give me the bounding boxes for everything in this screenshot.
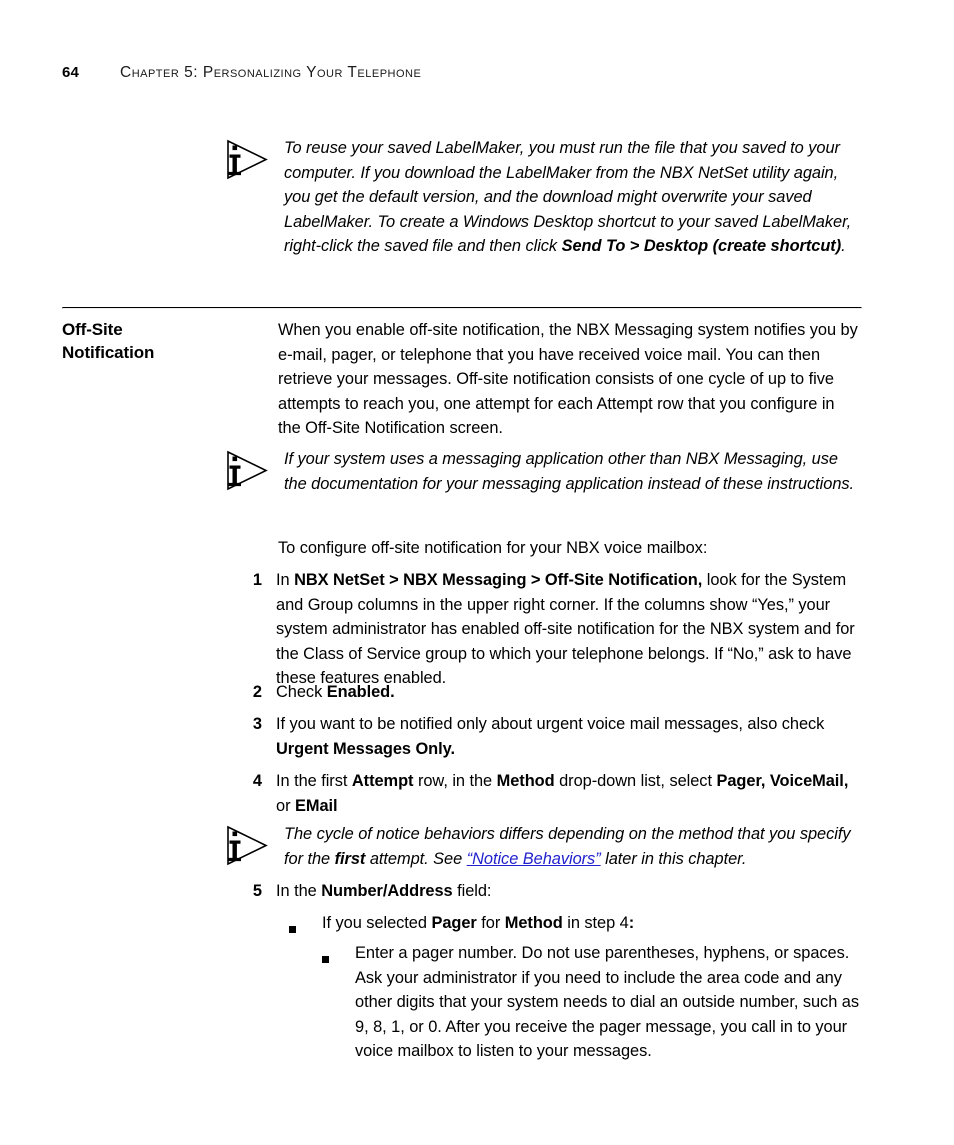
bullet-level2-text: Enter a pager number. Do not use parentheses, hyphens, or spaces. Ask your administrator if you need to include the area code and any other digits that your system needs to dial an outside number, such as 9, 8, 1, or 0. After you receive the pager message, you call in to your voice mailbox to listen to your messages. (355, 944, 859, 1061)
note-info-triangle-icon (223, 449, 269, 493)
step-item (240, 568, 858, 691)
step-text-part3: drop-down list, select (554, 772, 717, 790)
note-labelmaker-text-part2: . (841, 237, 846, 256)
step-text-part1: In (276, 571, 295, 589)
note-notice-text-part2: attempt. See (365, 849, 467, 868)
step-number: 1 (252, 571, 262, 589)
procedure-lead-in: To configure off-site notification for your NBX voice mailbox: (278, 539, 708, 557)
step-number: 4 (252, 772, 262, 790)
step-text-part1: In the first (276, 772, 352, 790)
bullet-item-level1 (289, 911, 634, 938)
step-text-part2: look for the System and Group columns in the upper right corner. If the columns show “Yes,” your system administrator has enabled off-site notification for the NBX system and for the Class of Service group to which your telephone belongs. If “No,” ask to have these features enabled. (276, 571, 855, 688)
step-text-part1: Check (276, 683, 327, 701)
lead-in-column (278, 536, 860, 561)
step-text-part2: row, in the (413, 772, 497, 790)
section-intro-paragraph: When you enable off-site notification, the NBX Messaging system notifies you by e-mail, pager, or telephone that you have received voice mail. You can then retrieve your messages. Off-site notification consists of one cycle of up to five attempts to reach you, one attempt for each Attempt row that you configure in the Off-Site Notification screen. (278, 321, 858, 438)
section-divider-rule (62, 307, 862, 309)
step-text-part4: or (276, 796, 295, 815)
step-text-bold1: NBX NetSet > NBX Messaging > Off-Site Notification, (294, 571, 703, 589)
note-labelmaker-text-bold: Send To > Desktop (create shortcut) (561, 237, 842, 256)
step-text (276, 568, 858, 691)
square-bullet-icon (289, 911, 322, 938)
step-text-bold1: Enabled. (326, 683, 395, 701)
note-messaging-app (216, 447, 860, 496)
bullet-l1-bold3: : (628, 914, 635, 932)
note-info-triangle-icon (223, 138, 269, 182)
step-text (276, 769, 858, 818)
note-icon-cell (216, 136, 284, 182)
bullet-l1-bold2: Method (504, 914, 563, 932)
running-header (62, 64, 862, 88)
step-item (240, 712, 858, 761)
section-heading-line1: Off-Site (62, 320, 123, 339)
step-text-bold3: Pager, VoiceMail, (716, 772, 849, 790)
step-text-bold1: Number/Address (321, 882, 453, 900)
note-notice-text-part3: later in this chapter. (600, 849, 747, 868)
step-number: 2 (252, 683, 262, 701)
note-icon-cell (216, 822, 284, 868)
note-notice-text-part1: The cycle of notice behaviors differs depending on the method that you specify for the (284, 825, 851, 868)
note-icon-cell (216, 447, 284, 493)
step-text (276, 879, 491, 904)
note-notice-behaviors (216, 822, 860, 871)
section-heading (62, 318, 270, 365)
step-number: 5 (252, 882, 262, 900)
step-text-part1: If you want to be notified only about urgent voice mail messages, also check (276, 715, 825, 733)
note-labelmaker-text-part1: To reuse your saved LabelMaker, you must run the file that you saved to your computer. If you download the LabelMaker from the NBX NetSet utility again, you get the default version, and the download might overwrite your saved LabelMaker. To create a Windows Desktop shortcut to your saved LabelMaker, right-click the saved file and then click (284, 139, 852, 256)
note-labelmaker (216, 136, 860, 259)
step-item (240, 879, 491, 904)
step-text-bold1: Attempt (351, 772, 414, 790)
chapter-title: Chapter 5: Personalizing Your Telephone (120, 64, 422, 81)
bullet-l1-part2: for (476, 914, 505, 932)
bullet-level1-text (322, 911, 634, 936)
step-text-bold2: Method (496, 772, 555, 790)
bullet-l1-part3: in step 4 (562, 914, 629, 932)
step-text-bold1: Urgent Messages Only. (276, 739, 455, 758)
bullet-l1-bold1: Pager (431, 914, 477, 932)
step-text-bold4: EMail (294, 796, 338, 815)
cross-reference-link-notice-behaviors[interactable]: “Notice Behaviors” (466, 849, 601, 868)
note-notice-text-bold: first (334, 849, 366, 868)
step-item (240, 769, 858, 818)
step-text (276, 680, 395, 705)
step-text (276, 712, 858, 761)
square-bullet-icon (322, 941, 355, 968)
step-text-part1: In the (276, 882, 322, 900)
bullet-l1-part1: If you selected (322, 914, 432, 932)
section-heading-line2: Notification (62, 343, 155, 363)
note-messaging-app-text: If your system uses a messaging application other than NBX Messaging, use the documentation for your messaging application instead of these instructions. (284, 450, 855, 493)
page-number: 64 (62, 64, 80, 81)
section-heading-column (62, 318, 278, 365)
section-intro-column (278, 318, 860, 441)
step-number: 3 (252, 715, 262, 733)
step-text-part2: field: (452, 882, 492, 900)
bullet-item-level2 (322, 941, 860, 1064)
step-item (240, 680, 395, 705)
note-info-triangle-icon (223, 824, 269, 868)
note-notice-behaviors-text (284, 822, 860, 871)
note-labelmaker-text (284, 136, 860, 259)
